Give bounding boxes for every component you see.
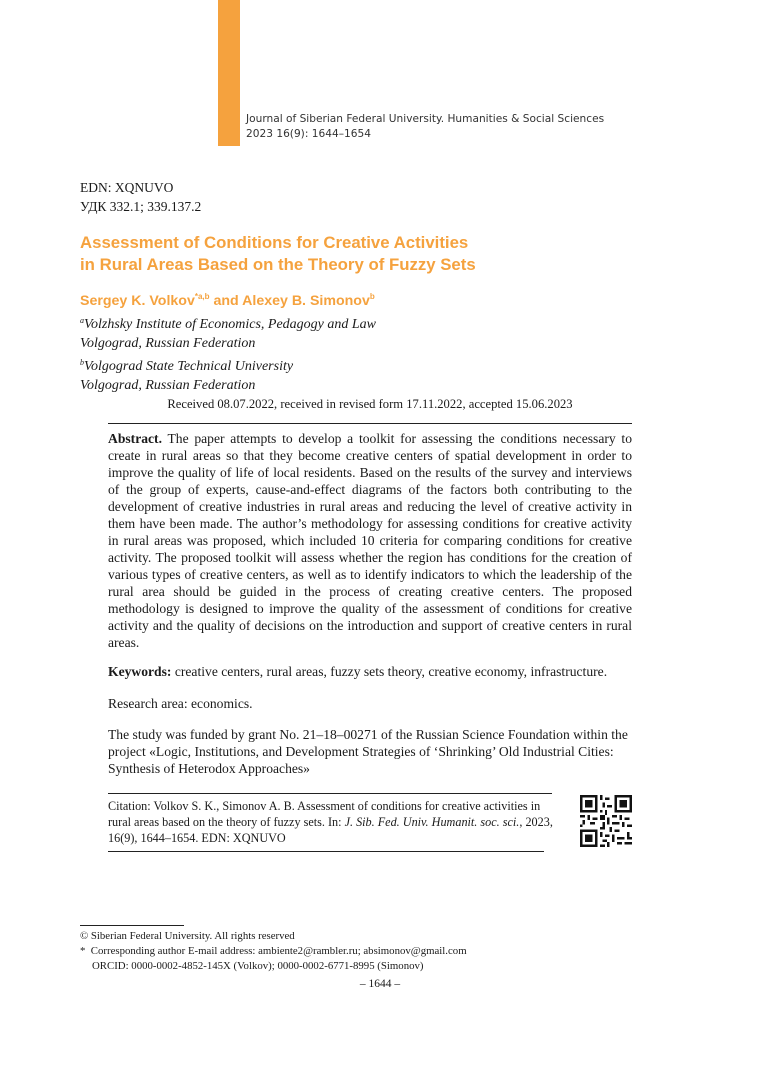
affiliations <box>80 311 376 395</box>
citation: Citation: Volkov S. K., Simonov A. B. Assessment of conditions for creative activities in rural areas based on the theory of fuzzy sets. In: J. Sib. Fed. Univ. Humanit. soc. sci., 2023, 16(9), 1644–1654. EDN: XQNUVO <box>108 799 553 845</box>
author-simonov-affiliation-mark: b <box>369 292 375 301</box>
abstract-label: Abstract. <box>108 431 162 446</box>
qr-code-icon[interactable] <box>580 795 632 847</box>
authors-line <box>80 292 375 309</box>
affiliation-a-mark: a <box>80 316 84 325</box>
research-area: Research area: economics. <box>108 696 253 711</box>
article-meta <box>80 178 201 216</box>
udk-code: УДК 332.1; 339.137.2 <box>80 199 202 214</box>
citation-journal: J. Sib. Fed. Univ. Humanit. soc. sci. <box>344 815 520 829</box>
page-number: – 1644 – <box>359 978 401 990</box>
author-simonov: Alexey B. Simonov <box>242 293 370 309</box>
article-title <box>80 232 640 276</box>
abstract <box>108 430 632 651</box>
affiliation-b-mark: b <box>80 358 84 367</box>
corresponding-author-note: * Corresponding author E-mail address: ambiente2@rambler.ru; absimonov@gmail.com <box>80 945 467 957</box>
divider-top <box>108 423 632 424</box>
author-volkov-affiliation-mark: *a,b <box>194 292 210 301</box>
divider-citation-top <box>108 793 552 794</box>
funding-statement: The study was funded by grant No. 21–18–00271 of the Russian Science Foundation within the project «Logic, Institutions, and Development Strategies of ‘Shrinking’ Old Industrial Cities: Synthesis of Heterodox Approaches» <box>108 727 628 776</box>
journal-name: Journal of Siberian Federal University. Humanities & Social Sciences <box>246 113 605 125</box>
keywords-text: creative centers, rural areas, fuzzy sets theory, creative economy, infrastructure. <box>171 664 608 679</box>
affiliation-b: $^b$Volgograd State Technical University <box>80 358 294 374</box>
author-volkov: Sergey K. Volkov <box>80 293 195 309</box>
title-line-2: in Rural Areas Based on the Theory of Fuzzy Sets <box>80 255 476 274</box>
divider-citation-bottom <box>108 851 544 852</box>
title-line-1: Assessment of Conditions for Creative Activities <box>80 233 469 252</box>
journal-header <box>246 112 604 142</box>
affiliation-b-city: Volgograd, Russian Federation <box>80 378 256 393</box>
abstract-text: The paper attempts to develop a toolkit for assessing the conditions necessary to create in rural areas so that they become creative centers of spatial development in order to improve the quality of life of local residents. Based on the results of the survey and interviews of the group of experts, cause-and-effect diagrams of the factors both contributing to the development of creative industries in rural areas and reducing the level of creative activity in them have been made. The author’s methodology for assessing conditions for creative activity in rural areas was proposed, which included 10 criteria for comparing conditions for creative activity. The proposed toolkit will assess whether the region has conditions for the creation of various types of creative centers, as well as to identify indicators to which the leadership of the rural area should be guided in the process of creating creative centers. The proposed methodology is designed to improve the quality of the assessment of conditions for creative activity and the quality of decisions on the introduction and support of creative centers in rural areas. <box>108 431 632 650</box>
authors-conjunction: and <box>209 293 243 309</box>
received-dates: Received 08.07.2022, received in revised form 17.11.2022, accepted 15.06.2023 <box>167 397 573 411</box>
keywords <box>108 663 632 680</box>
affiliation-a-city: Volgograd, Russian Federation <box>80 336 256 351</box>
footnotes <box>80 929 467 974</box>
orcid-note: ORCID: 0000-0002-4852-145X (Volkov); 0000-0002-6771-8995 (Simonov) <box>92 960 424 972</box>
edn-code: EDN: XQNUVO <box>80 180 174 195</box>
copyright-note: © Siberian Federal University. All rights reserved <box>80 930 295 942</box>
keywords-label: Keywords: <box>108 664 172 679</box>
footnote-separator <box>80 925 184 926</box>
header-accent-bar <box>218 0 240 146</box>
affiliation-a: $^a$Volzhsky Institute of Economics, Pedagogy and Law <box>80 316 377 332</box>
journal-issue: 2023 16(9): 1644–1654 <box>246 128 371 140</box>
